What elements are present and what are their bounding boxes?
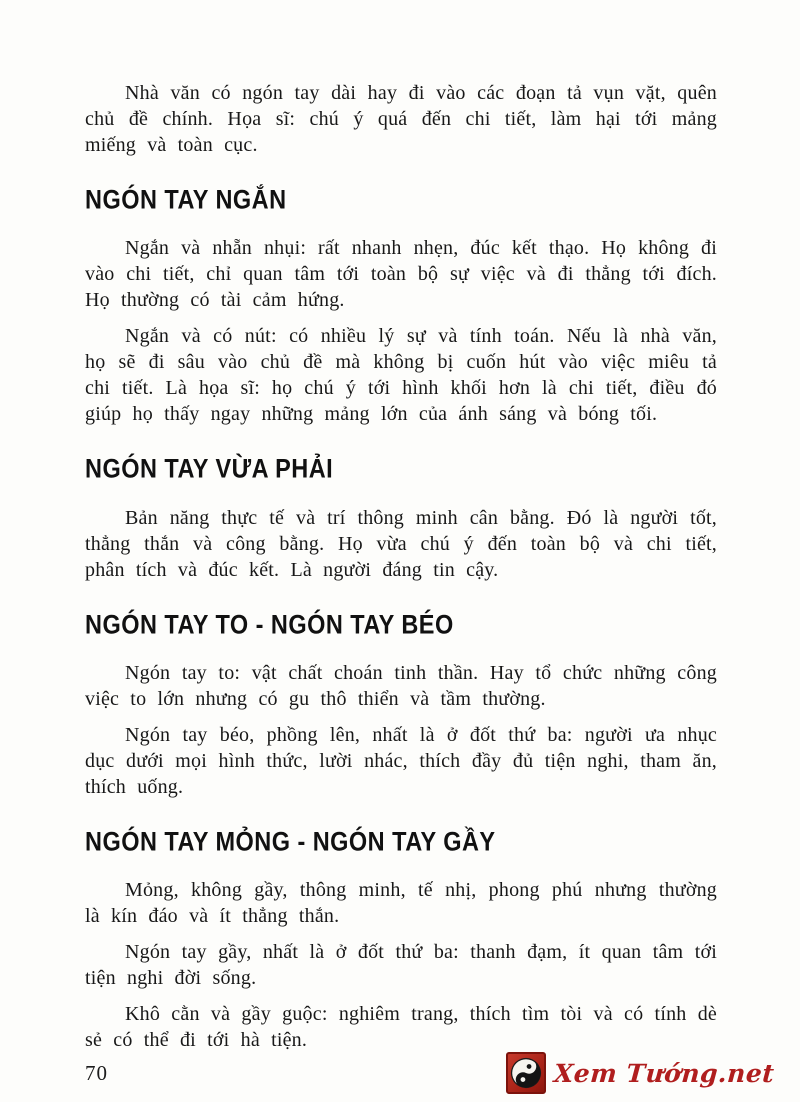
paragraph: Ngắn và có nút: có nhiều lý sự và tính toán. Nếu là nhà văn, họ sẽ đi sâu vào chủ đề mà không bị cuốn hút vào việc miêu tả chi tiết. Là họa sĩ: họ chú ý tới hình khối hơn là chi tiết, điều đó giúp họ thấy ngay những mảng lớn của ánh sáng và bóng tối.: [85, 325, 717, 426]
paragraph: Khô cằn và gầy guộc: nghiêm trang, thích tìm tòi và có tính dè sẻ có thể đi tới hà tiện.: [85, 1003, 717, 1051]
page-number: 70: [85, 1060, 108, 1085]
watermark-text: Xem Tướng.net: [552, 1058, 776, 1088]
paragraph: Ngón tay gầy, nhất là ở đốt thứ ba: thanh đạm, ít quan tâm tới tiện nghi đời sống.: [85, 941, 717, 989]
paragraph: Ngón tay béo, phồng lên, nhất là ở đốt thứ ba: người ưa nhục dục dưới mọi hình thức, lười nhác, thích đầy đủ tiện nghi, tham ăn, thích uống.: [85, 723, 717, 798]
intro-paragraph: Nhà văn có ngón tay dài hay đi vào các đoạn tả vụn vặt, quên chủ đề chính. Họa sĩ: chú ý quá đến chi tiết, làm hại tới mảng miếng và toàn cục.: [85, 82, 717, 156]
page-footer: [85, 1052, 774, 1094]
paragraph: Bản năng thực tế và trí thông minh cân bằng. Đó là người tốt, thẳng thắn và công bằng. Họ vừa chú ý đến toàn bộ và chi tiết, phân tích và đúc kết. Là người đáng tin cậy.: [85, 506, 717, 581]
xemtuong-watermark: [506, 1052, 774, 1094]
section-heading-ngon-tay-mong-gay: NGÓN TAY MỎNG - NGÓN TAY GẦY: [85, 826, 496, 857]
yin-yang-icon: [506, 1052, 546, 1094]
paragraph: Ngắn và nhẵn nhụi: rất nhanh nhẹn, đúc kết thạo. Họ không đi vào chi tiết, chỉ quan tâm tới toàn bộ sự việc và đi thẳng tới đích. Họ thường có tài cảm hứng.: [85, 237, 717, 312]
paragraph: Ngón tay to: vật chất choán tinh thần. Hay tổ chức những công việc to lớn nhưng có gu thô thiển và tầm thường.: [85, 661, 717, 710]
section-heading-ngon-tay-ngan: NGÓN TAY NGẮN: [85, 185, 287, 215]
section-heading-ngon-tay-to-beo: NGÓN TAY TO - NGÓN TAY BÉO: [85, 609, 454, 640]
page-content: [85, 80, 717, 1053]
section-heading-ngon-tay-vua-phai: NGÓN TAY VỪA PHẢI: [85, 454, 334, 485]
paragraph: Mỏng, không gầy, thông minh, tế nhị, phong phú nhưng thường là kín đáo và ít thẳng thắn.: [85, 879, 717, 927]
